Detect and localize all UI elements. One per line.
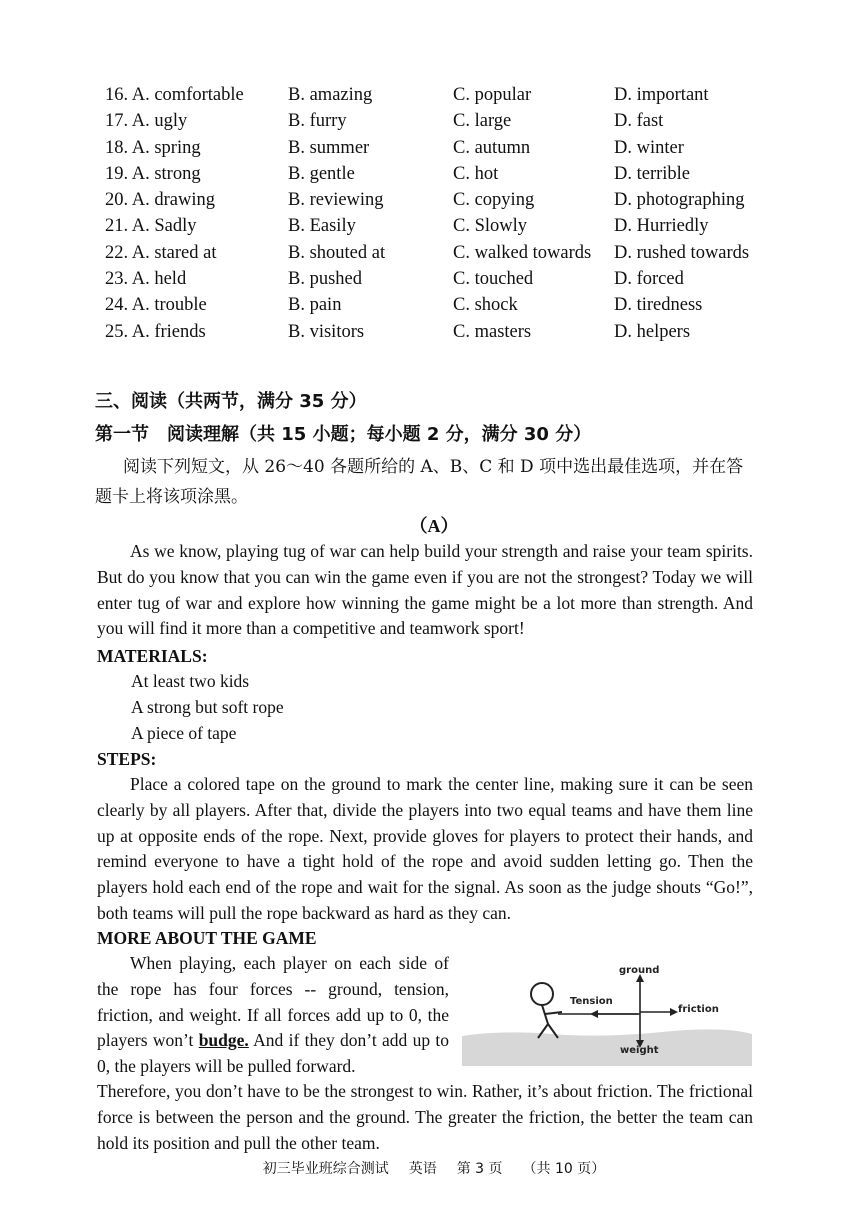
option-c: C. copying (453, 190, 535, 211)
option-row (105, 161, 825, 187)
option-c: C. touched (453, 269, 534, 290)
more-text-after: And if they don’t add up to 0, the players will be pulled forward. (97, 1030, 450, 1077)
option-a: 20. A. drawing (105, 190, 215, 211)
footer-page: 第 3 页 (456, 1161, 503, 1177)
footer-total: （共 10 页） (522, 1161, 606, 1177)
option-a: 22. A. stared at (105, 242, 217, 263)
section-instruction: 阅读下列短文，从 26～40 各题所给的 A、B、C 和 D 项中选出最佳选项，并在答题卡上将该项涂黑。 (95, 457, 744, 507)
option-c: C. hot (453, 163, 499, 184)
option-d: D. fast (614, 111, 664, 132)
option-row (105, 135, 825, 161)
keyword-budge: budge. (198, 1030, 249, 1051)
option-c: C. autumn (453, 137, 531, 158)
option-d: D. winter (614, 137, 684, 158)
friction-arrow-head (670, 1008, 678, 1016)
page-footer (0, 1158, 868, 1178)
stick-figure-head (531, 983, 553, 1005)
weight-label: weight (620, 1045, 659, 1056)
option-b: B. pain (288, 295, 342, 316)
footer-subject: 英语 (408, 1161, 437, 1177)
option-row (105, 187, 825, 213)
option-b: B. furry (288, 111, 347, 132)
conclusion-paragraph: Therefore, you don’t have to be the strongest to win. Rather, it’s about friction. The frictional force is between the person and the ground. The greater the friction, the better the team can hold its position and pull the other team. (97, 1081, 753, 1153)
option-d: D. forced (614, 269, 684, 290)
stick-figure-body (538, 1005, 562, 1038)
friction-label: friction (678, 1004, 719, 1015)
option-row (105, 82, 825, 108)
option-row (105, 319, 825, 345)
option-row (105, 108, 825, 134)
passage-label: （A） (409, 516, 459, 536)
option-d: D. helpers (614, 321, 691, 342)
option-c: C. shock (453, 295, 518, 316)
option-row (105, 292, 825, 318)
option-b: B. summer (288, 137, 370, 158)
option-b: B. amazing (288, 85, 373, 105)
option-a: 25. A. friends (105, 321, 206, 342)
passage-intro: As we know, playing tug of war can help build your strength and raise your team spirits. But do you know that you can win the game even if you are not the strongest? Today we will enter tug of war and explore how winning the game might be a lot more than strength. And you will find it more than a competitive and teamwork sport! (97, 541, 753, 639)
option-a: 19. A. strong (105, 163, 201, 184)
option-row (105, 240, 825, 266)
option-a: 24. A. trouble (105, 295, 207, 316)
option-row (105, 266, 825, 292)
option-d: D. photographing (614, 190, 745, 211)
material-item: At least two kids (131, 671, 250, 691)
option-a: 21. A. Sadly (105, 216, 197, 237)
footer-exam: 初三毕业班综合测试 (262, 1161, 389, 1177)
option-d: D. terrible (614, 163, 691, 184)
section-title: 三、阅读（共两节，满分 35 分） (95, 391, 367, 412)
option-b: B. Easily (288, 216, 356, 237)
more-heading: MORE ABOUT THE GAME (97, 928, 317, 948)
option-b: B. shouted at (288, 242, 386, 263)
steps-heading: STEPS: (97, 749, 157, 769)
option-c: C. Slowly (453, 216, 528, 237)
option-d: D. rushed towards (614, 242, 750, 263)
material-item: A strong but soft rope (131, 697, 284, 717)
more-text-before: When playing, each player on each side of the rope has four forces -- ground, tension, friction, and weight. If all forces add up to 0, the players won’t (97, 953, 449, 1051)
option-d: D. important (614, 85, 709, 105)
options-table (105, 82, 825, 345)
option-row (105, 213, 825, 239)
option-b: B. visitors (288, 321, 365, 342)
tension-label: Tension (570, 996, 613, 1007)
ground-surface (462, 1029, 752, 1066)
tug-of-war-forces-figure (462, 958, 752, 1068)
option-d: D. tiredness (614, 295, 703, 316)
option-c: C. masters (453, 321, 532, 342)
material-item: A piece of tape (131, 723, 237, 743)
option-c: C. walked towards (453, 242, 592, 263)
option-a: 16. A. comfortable (105, 85, 244, 105)
more-paragraph (97, 951, 449, 1080)
option-b: B. pushed (288, 269, 362, 290)
steps-paragraph: Place a colored tape on the ground to mark the center line, making sure it can be seen clearly by all players. After that, divide the players into two equal teams and have them line up at opposite ends of the rope. Next, provide gloves for players to protect their hands, and remind everyone to have a tight hold of the rope and avoid sudden letting go. Then the players hold each end of the rope and wait for the signal. As soon as the judge shouts “Go!”, both teams will pull the rope backward as hard as they can. (97, 774, 753, 923)
option-d: D. Hurriedly (614, 216, 709, 237)
option-b: B. gentle (288, 163, 355, 184)
option-a: 17. A. ugly (105, 111, 188, 132)
option-c: C. popular (453, 85, 532, 105)
materials-heading: MATERIALS: (97, 646, 208, 666)
tension-arrow-head (590, 1010, 598, 1018)
ground-label: ground (619, 965, 660, 976)
section-subtitle: 第一节 阅读理解（共 15 小题；每小题 2 分，满分 30 分） (95, 424, 592, 445)
option-b: B. reviewing (288, 190, 384, 211)
option-a: 23. A. held (105, 269, 187, 290)
option-c: C. large (453, 111, 512, 132)
option-a: 18. A. spring (105, 137, 201, 158)
